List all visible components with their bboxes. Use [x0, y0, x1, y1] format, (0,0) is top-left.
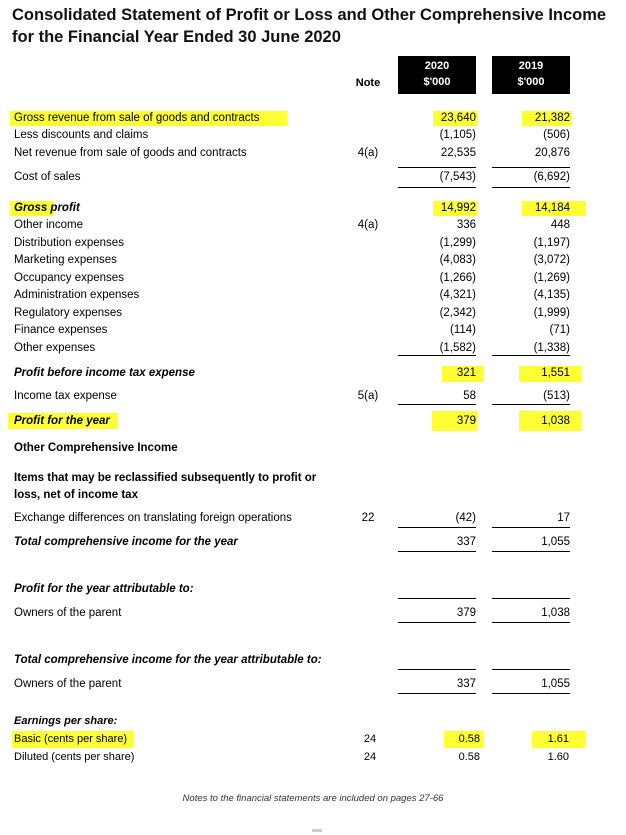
- section-heading-tci-attributable: Total comprehensive income for the year attributable to:: [14, 654, 322, 666]
- value-2019-regulatory: (1,999): [533, 307, 570, 319]
- rule-line: [398, 693, 476, 694]
- value-2020-marketing: (4,083): [439, 254, 476, 266]
- footer-note: Notes to the financial statements are included on pages 27-66: [182, 793, 444, 804]
- row-label-total-comprehensive: Total comprehensive income for the year: [14, 536, 238, 548]
- column-header-2019-unit: $'000: [517, 76, 545, 88]
- note-ref-basic-eps: 24: [363, 733, 377, 745]
- value-2020-occupancy: (1,266): [439, 272, 476, 284]
- value-2020-cost-of-sales: (7,543): [439, 171, 476, 183]
- row-label-marketing: Marketing expenses: [14, 254, 117, 266]
- rule-line: [492, 622, 570, 623]
- row-label-owners-tci: Owners of the parent: [14, 678, 122, 690]
- rule-line: [398, 669, 476, 670]
- note-ref-diluted-eps: 24: [363, 751, 377, 763]
- rule-line: [492, 669, 570, 670]
- value-2019-profit-for-year: 1,038: [541, 415, 570, 427]
- rule-line: [398, 187, 476, 188]
- value-2019-income-tax: (513): [543, 390, 570, 402]
- value-2019-gross-profit: 14,184: [534, 202, 570, 214]
- rule-line: [398, 622, 476, 623]
- value-2020-other-expenses: (1,582): [439, 342, 476, 354]
- rule-line: [492, 404, 570, 405]
- note-column-header: Note: [355, 77, 381, 89]
- row-label-distribution: Distribution expenses: [14, 237, 124, 249]
- value-2019-net-revenue: 20,876: [534, 147, 570, 159]
- value-2020-discounts: (1,105): [439, 129, 476, 141]
- row-label-other-income: Other income: [14, 219, 84, 231]
- value-2019-occupancy: (1,269): [533, 272, 570, 284]
- row-label-discounts: Less discounts and claims: [14, 129, 149, 141]
- section-heading-items-reclass-line2: loss, net of income tax: [14, 489, 138, 501]
- rule-line: [492, 167, 570, 168]
- value-2020-gross-profit: 14,992: [440, 202, 476, 214]
- value-2019-profit-before-tax: 1,551: [541, 367, 570, 379]
- note-ref-net-revenue: 4(a): [357, 147, 379, 159]
- rule-line: [492, 527, 570, 528]
- value-2019-exchange-differences: 17: [557, 512, 570, 524]
- value-2020-exchange-differences: (42): [455, 512, 476, 524]
- value-2020-profit-for-year: 379: [456, 415, 476, 427]
- rule-line: [492, 598, 570, 599]
- row-label-net-revenue: Net revenue from sale of goods and contracts: [14, 147, 247, 159]
- value-2020-finance: (114): [450, 324, 476, 336]
- rule-line: [398, 527, 476, 528]
- section-heading-items-reclass-line1: Items that may be reclassified subsequently to profit or: [14, 472, 317, 484]
- row-label-owners-profit: Owners of the parent: [14, 607, 122, 619]
- value-2019-gross-revenue: 21,382: [534, 112, 570, 124]
- value-2019-total-comprehensive: 1,055: [541, 536, 570, 548]
- row-label-occupancy: Occupancy expenses: [14, 272, 124, 284]
- value-2019-administration: (4,135): [533, 289, 570, 301]
- row-label-exchange-differences: Exchange differences on translating foreign operations: [14, 512, 292, 524]
- row-label-basic-eps: Basic (cents per share): [14, 733, 128, 745]
- row-label-profit-before-tax: Profit before income tax expense: [14, 367, 195, 379]
- value-2019-marketing: (3,072): [533, 254, 570, 266]
- value-2020-administration: (4,321): [439, 289, 476, 301]
- section-heading-oci: Other Comprehensive Income: [14, 442, 178, 454]
- value-2019-finance: (71): [549, 324, 570, 336]
- value-2020-gross-revenue: 23,640: [440, 112, 476, 124]
- value-2019-cost-of-sales: (6,692): [533, 171, 570, 183]
- rule-line: [398, 167, 476, 168]
- note-ref-income-tax: 5(a): [357, 390, 379, 402]
- value-2019-owners-tci: 1,055: [541, 678, 570, 690]
- value-2020-income-tax: 58: [463, 390, 476, 402]
- value-2019-diluted-eps: 1.60: [547, 751, 569, 763]
- column-header-2019-year: 2019: [518, 60, 544, 72]
- value-2020-net-revenue: 22,535: [440, 147, 476, 159]
- column-header-2019: [492, 56, 570, 94]
- column-header-2020-unit: $'000: [423, 76, 451, 88]
- section-heading-profit-attributable: Profit for the year attributable to:: [14, 583, 194, 595]
- value-2019-other-income: 448: [550, 219, 570, 231]
- column-header-2020-year: 2020: [424, 60, 450, 72]
- value-2020-diluted-eps: 0.58: [458, 751, 480, 763]
- value-2020-regulatory: (2,342): [439, 307, 476, 319]
- rule-line: [398, 404, 476, 405]
- value-2019-distribution: (1,197): [533, 237, 570, 249]
- note-ref-other-income: 4(a): [357, 219, 379, 231]
- value-2020-basic-eps: 0.58: [458, 733, 480, 745]
- value-2019-discounts: (506): [543, 129, 570, 141]
- column-header-2020: [398, 56, 476, 94]
- rule-line: [492, 693, 570, 694]
- page-number-mark: [312, 829, 322, 832]
- page-title: Consolidated Statement of Profit or Loss and Other Comprehensive Income for the Financial Year Ended 30 June 2020: [12, 6, 607, 46]
- row-label-gross-profit: Gross profit: [14, 202, 80, 214]
- rule-line: [492, 187, 570, 188]
- rule-line: [398, 598, 476, 599]
- row-label-other-expenses: Other expenses: [14, 342, 96, 354]
- row-label-cost-of-sales: Cost of sales: [14, 171, 81, 183]
- rule-line: [492, 551, 570, 552]
- row-label-regulatory: Regulatory expenses: [14, 307, 123, 319]
- value-2020-total-comprehensive: 337: [456, 536, 476, 548]
- value-2019-owners-profit: 1,038: [541, 607, 570, 619]
- note-ref-exchange-differences: 22: [361, 512, 375, 524]
- row-label-gross-revenue: Gross revenue from sale of goods and contracts: [14, 112, 260, 124]
- row-label-income-tax: Income tax expense: [14, 390, 117, 402]
- row-label-finance: Finance expenses: [14, 324, 108, 336]
- value-2020-other-income: 336: [456, 219, 476, 231]
- value-2020-owners-tci: 337: [456, 678, 476, 690]
- section-heading-eps: Earnings per share:: [14, 715, 118, 727]
- value-2019-other-expenses: (1,338): [533, 342, 570, 354]
- value-2019-basic-eps: 1.61: [547, 733, 569, 745]
- value-2020-profit-before-tax: 321: [456, 367, 476, 379]
- row-label-profit-for-year: Profit for the year: [14, 415, 110, 427]
- value-2020-owners-profit: 379: [456, 607, 476, 619]
- row-label-administration: Administration expenses: [14, 289, 140, 301]
- row-label-diluted-eps: Diluted (cents per share): [14, 751, 135, 763]
- value-2020-distribution: (1,299): [439, 237, 476, 249]
- rule-line: [398, 551, 476, 552]
